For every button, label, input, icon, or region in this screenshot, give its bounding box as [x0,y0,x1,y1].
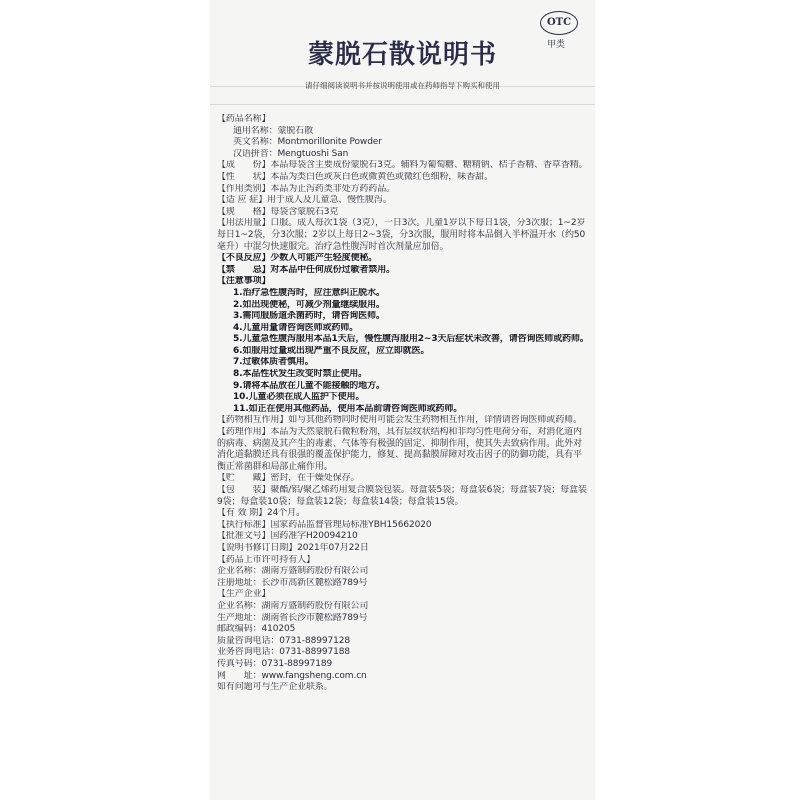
precaution-item: 7.过敏体质者慎用。 [233,357,314,368]
storage: 【贮 藏】密封，在干燥处保存。 [217,473,360,484]
document-title: 蒙脱石散说明书 [307,40,497,70]
pharmacology: 【药理作用】本品为天然蒙脱石微粒粉剂，具有层纹状结构和非均匀性电荷分布，对消化道内的病毒、病菌及其产生的毒素、气体等有极强的固定、抑制作用，使其失去致病作用。此外对消化道黏膜还具有很强的覆盖保护能力，修复、提高黏膜屏障对攻击因子的防御功能，具有平衡正常菌群和局部止痛作用。 [217,427,582,472]
dosage: 【用法用量】口服。成人每次1袋（3克），一日3次。儿童1岁以下每日1袋，分3次服；1~2岁每日1~2袋，分3次服；2岁以上每日2~3袋，分3次服，服用时将本品倒入半杯温开水（约50毫升）中混匀快速服完。治疗急性腹泻时首次剂量应加倍。 [217,218,586,252]
indications: 【适 应 症】用于成人及儿童急、慢性腹泻。 [217,195,392,206]
contraindications: 【禁 忌】对本品中任何成份过敏者禁用。 [217,264,396,275]
precaution-item: 10.儿童必须在成人监护下使用。 [233,392,365,403]
usage-notice: 请仔细阅读说明书并按说明使用或在药师指导下购买和使用 [305,81,500,90]
postcode: 邮政编码：410205 [217,624,296,635]
holder-header: 【药品上市许可持有人】 [217,554,315,565]
english-name: 英文名称：Montmorillonite Powder [233,137,382,148]
leaflet-body [217,114,590,694]
precaution-item: 4.儿童用量请咨询医师或药师。 [233,322,359,333]
approval-number: 【批准文号】国药准字H20094210 [217,531,358,542]
quality-phone: 质量咨询电话：0731-88997128 [217,635,350,646]
precaution-item: 5.儿童急性腹泻服用本品1天后，慢性腹泻服用2~3天后症状未改善，请咨询医师或药师。 [233,334,589,345]
precaution-item: 1.治疗急性腹泻时，应注意纠正脱水。 [233,287,385,298]
website: 网 址：www.fangsheng.com.cn [217,670,367,681]
standard: 【执行标准】国家药品监督管理局标准YBH15662020 [217,519,432,530]
holder-name: 企业名称：湖南方盛制药股份有限公司 [217,566,369,577]
composition: 【成 份】本品每袋含主要成份蒙脱石3克。辅料为葡萄糖、糖精钠、桔子香精、香草香精。 [217,160,588,171]
producer-address: 生产地址：湖南省长沙市麓松路789号 [217,612,368,623]
otc-class-label: 甲类 [547,40,566,50]
drug-interactions: 【药物相互作用】如与其他药物同时使用可能会发生药物相互作用，详情请咨询医师或药师。 [217,415,582,426]
producer-name: 企业名称：湖南方盛制药股份有限公司 [217,600,369,611]
contact-note: 如有问题可与生产企业联系。 [217,682,333,693]
holder-address: 注册地址：长沙市高新区麓松路789号 [217,577,368,588]
precaution-item: 11.如正在使用其他药品，使用本品前请咨询医师或药师。 [233,403,463,414]
leaflet-sheet [210,0,595,800]
validity: 【有 效 期】24个月。 [217,508,305,519]
otc-badge: OTC [540,11,578,35]
precaution-item: 6.如服用过量或出现严重不良反应，应立即就医。 [233,345,430,356]
pinyin-name: 汉语拼音：Mengtuoshi San [233,148,349,159]
category: 【作用类别】本品为止泻药类非处方药药品。 [217,183,396,194]
precautions-header: 【注意事项】 [217,276,271,287]
business-phone: 业务咨询电话：0731-88997188 [217,647,350,658]
revision-date: 【说明书修订日期】2021年07月22日 [217,542,369,553]
common-name: 通用名称：蒙脱石散 [233,125,314,136]
drug-name-header: 【药品名称】 [217,114,271,124]
producer-header: 【生产企业】 [217,589,271,600]
precaution-item: 2.如出现便秘，可减少剂量继续服用。 [233,299,385,310]
precaution-item: 8.本品性状发生改变时禁止使用。 [233,369,368,380]
fold-line [210,104,595,105]
precaution-item: 3.需同服肠道杀菌药时，请咨询医师。 [233,311,385,322]
fax-number: 传真号码：0731-88997189 [217,658,333,669]
packaging: 【包 装】聚酯/铝/聚乙烯药用复合膜袋包装。每盒装5袋；每盒装6袋；每盒装7袋；每盒装9袋；每盒装10袋；每盒装12袋；每盒装14袋；每盒装15袋。 [217,485,587,507]
properties: 【性 状】本品为类白色或灰白色或微黄色或微红色细粉，味香甜。 [217,171,493,182]
adverse-reactions: 【不良反应】少数人可能产生轻度便秘。 [217,253,378,264]
specification: 【规 格】每袋含蒙脱石3克 [217,206,339,217]
precaution-item: 9.请将本品放在儿童不能接触的地方。 [233,380,385,391]
